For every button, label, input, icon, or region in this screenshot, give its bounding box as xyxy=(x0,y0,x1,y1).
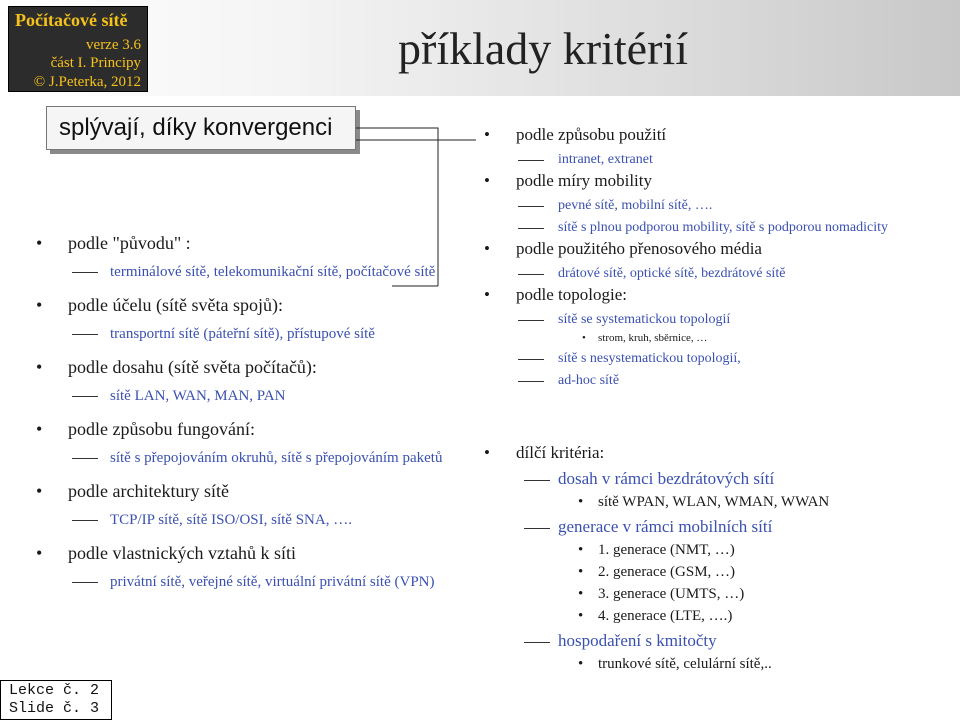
dash-icon xyxy=(524,480,550,481)
criterion-title: podle způsobu fungování: xyxy=(68,419,255,439)
criterion-example xyxy=(30,262,470,282)
bullet-icon: • xyxy=(582,332,586,344)
bullet-icon: • xyxy=(578,542,584,558)
criterion-item xyxy=(480,284,950,306)
bullet-icon: • xyxy=(578,494,584,510)
criterion-item xyxy=(30,294,470,316)
criterion-example xyxy=(480,372,950,389)
sub-criterion-detail xyxy=(480,563,950,582)
criterion-example-text: ad-hoc sítě xyxy=(558,373,620,388)
bullet-icon: • xyxy=(578,608,584,624)
bullet-icon: • xyxy=(578,586,584,602)
criterion-example xyxy=(480,151,950,168)
dash-icon xyxy=(518,274,544,275)
criterion-example xyxy=(30,510,470,530)
lecture-number: Lekce č. 2 xyxy=(9,682,100,699)
criterion-example xyxy=(480,197,950,214)
course-part: část I. Principy xyxy=(50,55,141,71)
sub-criterion xyxy=(480,516,950,538)
dash-icon xyxy=(72,520,98,521)
criterion-detail-text: strom, kruh, sběrnice, … xyxy=(598,332,708,344)
criterion-item xyxy=(30,480,470,502)
criterion-item xyxy=(30,356,470,378)
criterion-example xyxy=(30,448,470,468)
dash-icon xyxy=(518,359,544,360)
bullet-icon: • xyxy=(36,481,43,501)
criterion-title: podle způsobu použití xyxy=(516,125,667,144)
sub-criterion-text: generace v rámci mobilních sítí xyxy=(558,517,773,536)
criterion-example-text: transportní sítě (páteřní sítě), přístupové sítě xyxy=(110,326,375,342)
sub-criterion-detail xyxy=(480,541,950,560)
dash-icon xyxy=(524,528,550,529)
criterion-example-text: sítě s přepojováním okruhů, sítě s přepojováním paketů xyxy=(110,450,443,466)
course-title: Počítačové sítě xyxy=(15,10,128,30)
criterion-title: podle míry mobility xyxy=(516,171,652,190)
sub-criterion-detail-text: trunkové sítě, celulární sítě,.. xyxy=(598,656,772,672)
bullet-icon: • xyxy=(578,656,584,672)
slide-number: Slide č. 3 xyxy=(9,700,100,717)
left-criteria-list xyxy=(30,220,470,592)
dash-icon xyxy=(72,396,98,397)
sub-criterion-text: dosah v rámci bezdrátových sítí xyxy=(558,469,775,488)
convergence-callout: splývají, díky konvergenci xyxy=(46,106,356,150)
criterion-title: podle použitého přenosového média xyxy=(516,239,762,258)
dash-icon xyxy=(518,320,544,321)
criterion-title: podle vlastnických vztahů k síti xyxy=(68,543,296,563)
course-version: verze 3.6 xyxy=(86,37,141,53)
dash-icon xyxy=(72,334,98,335)
sub-criteria-list xyxy=(480,442,950,674)
sub-criterion xyxy=(480,630,950,652)
criterion-item xyxy=(30,418,470,440)
dash-icon xyxy=(524,642,550,643)
criterion-example-text: sítě s plnou podporou mobility, sítě s podporou nomadicity xyxy=(558,220,889,235)
criterion-title: podle "původu" : xyxy=(68,233,191,253)
sub-criterion-detail-text: 3. generace (UMTS, …) xyxy=(598,586,745,602)
dash-icon xyxy=(72,272,98,273)
bullet-icon: • xyxy=(484,239,490,258)
criterion-title: podle účelu (sítě světa spojů): xyxy=(68,295,283,315)
criterion-example xyxy=(30,324,470,344)
slide-title: příklady kritérií xyxy=(398,23,688,74)
criterion-example xyxy=(480,219,950,236)
sub-criterion-detail xyxy=(480,655,950,674)
criterion-example xyxy=(480,311,950,328)
criterion-example-text: pevné sítě, mobilní sítě, …. xyxy=(558,198,713,213)
bullet-icon: • xyxy=(484,285,490,304)
bullet-icon: • xyxy=(578,564,584,580)
criterion-example-text: TCP/IP sítě, sítě ISO/OSI, sítě SNA, …. xyxy=(110,512,352,528)
sub-criteria-heading xyxy=(480,442,950,464)
criterion-item xyxy=(480,238,950,260)
criterion-example-text: drátové sítě, optické sítě, bezdrátové sítě xyxy=(558,266,786,281)
criterion-item xyxy=(480,170,950,192)
sub-criterion-detail xyxy=(480,607,950,626)
dash-icon xyxy=(518,206,544,207)
criterion-example-text: sítě se systematickou topologií xyxy=(558,312,731,327)
bracket-top-line xyxy=(356,128,438,150)
criterion-example-text: privátní sítě, veřejné sítě, virtuální privátní sítě (VPN) xyxy=(110,574,435,590)
sub-criterion-detail-text: 1. generace (NMT, …) xyxy=(598,542,735,558)
dash-icon xyxy=(72,458,98,459)
dash-icon xyxy=(518,381,544,382)
criterion-example-text: terminálové sítě, telekomunikační sítě, počítačové sítě xyxy=(110,264,436,280)
right-criteria-list xyxy=(480,122,950,389)
criterion-example xyxy=(30,572,470,592)
slide-footer xyxy=(0,680,112,720)
criterion-example xyxy=(480,350,950,367)
criterion-item xyxy=(30,542,470,564)
sub-criterion-detail xyxy=(480,585,950,604)
criterion-example-text: sítě LAN, WAN, MAN, PAN xyxy=(110,388,286,404)
criterion-detail xyxy=(480,331,950,345)
criterion-title: podle architektury sítě xyxy=(68,481,229,501)
sub-criterion xyxy=(480,468,950,490)
sub-criterion-detail-text: 2. generace (GSM, …) xyxy=(598,564,736,580)
sub-criterion-detail xyxy=(480,493,950,512)
criterion-item xyxy=(30,232,470,254)
criterion-example xyxy=(30,386,470,406)
criterion-title: podle topologie: xyxy=(516,285,627,304)
sub-criteria-title: dílčí kritéria: xyxy=(516,443,605,462)
criterion-item xyxy=(480,124,950,146)
bullet-icon: • xyxy=(484,171,490,190)
dash-icon xyxy=(518,228,544,229)
dash-icon xyxy=(518,160,544,161)
course-copyright: © J.Peterka, 2012 xyxy=(33,74,141,90)
dash-icon xyxy=(72,582,98,583)
bullet-icon: • xyxy=(484,125,490,144)
bullet-icon: • xyxy=(36,357,43,377)
bullet-icon: • xyxy=(36,543,43,563)
sub-criterion-detail-text: sítě WPAN, WLAN, WMAN, WWAN xyxy=(598,494,830,510)
criterion-example-text: intranet, extranet xyxy=(558,152,653,167)
bullet-icon: • xyxy=(484,443,490,462)
sub-criterion-text: hospodaření s kmitočty xyxy=(558,631,717,650)
criterion-title: podle dosahu (sítě světa počítačů): xyxy=(68,357,317,377)
sub-criterion-detail-text: 4. generace (LTE, ….) xyxy=(598,608,733,624)
bullet-icon: • xyxy=(36,419,43,439)
criterion-example xyxy=(480,265,950,282)
bullet-icon: • xyxy=(36,295,43,315)
bullet-icon: • xyxy=(36,233,43,253)
criterion-example-text: sítě s nesystematickou topologií, xyxy=(558,351,741,366)
